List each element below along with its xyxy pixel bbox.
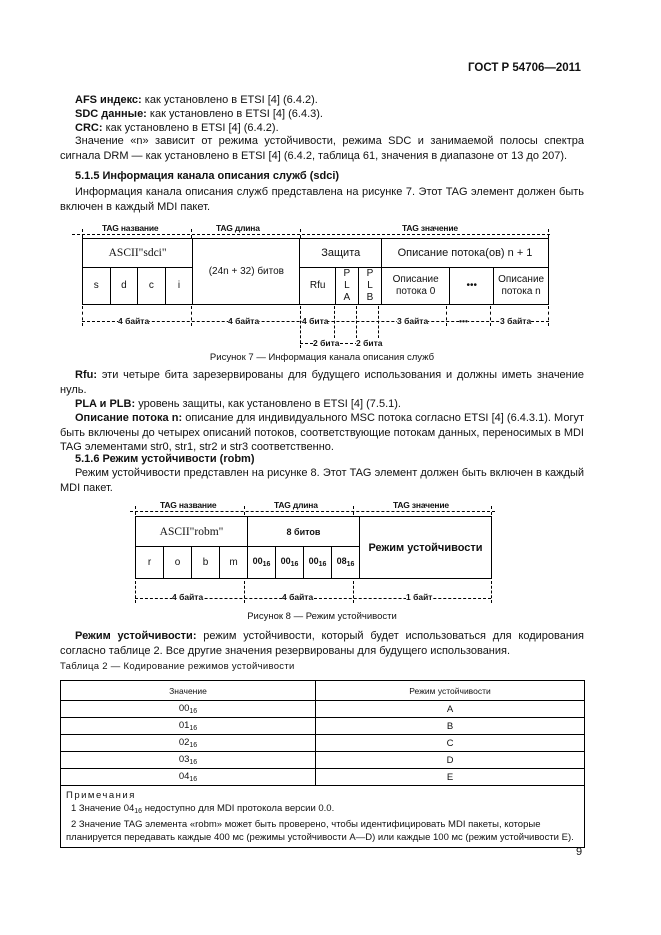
fig8-dim-name: 4 байта [172,592,204,602]
fig7-label-length: TAG длина [216,223,260,233]
table-row [61,735,585,752]
fig7-label-name: TAG название [102,223,159,233]
fig8-hex-1: $00_{16}$ [276,547,304,579]
fig8-label-length: TAG длина [274,500,318,510]
table2-value: $03_{16}$ [61,752,316,769]
table2 [60,680,585,848]
fig8-dim-value: 1 байт [406,592,433,602]
fig8-letter-m: m [220,547,248,579]
fig8-diagram [135,516,492,579]
fig7-dim-name: 4 байта [118,316,150,326]
fig8-hex-2: $00_{16}$ [304,547,332,579]
section-intro-515: Информация канала описания служб представлена на рисунке 7. Этот TAG элемент должен быть включен в каждый MDI пакет. [60,186,584,213]
fig8-letter-o: o [164,547,192,579]
fig7-dim-rfu: 4 бита [302,316,329,326]
table-row [61,701,585,718]
fig7-desc-header: Описание потока(ов) n + 1 [382,239,549,268]
fig7-ellipsis: ••• [450,268,494,305]
def-stream-desc: Описание потока n: описание для индивидуального MSC потока согласно ETSI [4] (6.4.3.1). Могут быть включены до четырех описаний потоков, соответствующие потокам данных, переносимых в MDI TAG элементами str0, str1, str2 и str3 соответственно. [60,412,585,453]
fig7-length: (24n + 32) битов [193,239,300,305]
fig7-descn: Описание потока n [494,268,549,305]
table2-value: $04_{16}$ [61,769,316,786]
note-1: 1 Значение $04_{16}$ недоступно для MDI протокола версии 0.0. [71,803,335,815]
section-heading-516: 5.1.6 Режим устойчивости (robm) [75,453,255,465]
fig8-dim-length: 4 байта [282,592,314,602]
fig8-hex-3: $08_{16}$ [332,547,360,579]
param-crc: CRC: как установлено в ETSI [4] (6.4.2). [75,122,279,134]
fig8-letter-r: r [136,547,164,579]
fig7-caption: Рисунок 7 — Информация канала описания служб [209,352,435,363]
document-id: ГОСТ Р 54706—2011 [468,62,581,74]
fig8-ascii: ASCII"robm" [136,517,248,547]
table2-header-mode: Режим устойчивости [316,681,585,701]
fig7-ascii: ASCII"sdci" [83,239,193,268]
fig7-letter-i: i [165,268,193,305]
fig7-dim-desc0: 3 байта [397,316,429,326]
section-intro-516: Режим устойчивости представлен на рисунке 8. Этот TAG элемент должен быть включен в каждый MDI пакет. [60,467,584,494]
param-sdc: SDC данные: как установлено в ETSI [4] (6.4.3). [75,108,323,120]
fig7-letter-d: d [110,268,138,305]
table2-mode: B [316,718,585,735]
table-row [61,769,585,786]
fig7-label-value: TAG значение [402,223,458,233]
fig8-label-value: TAG значение [393,500,449,510]
table-row [61,718,585,735]
table2-header-value: Значение [61,681,316,701]
fig7-dim-descn: 3 байта [500,316,532,326]
fig7-protection: Защита [300,239,382,268]
fig7-dim-ellipsis: ••• [459,316,468,326]
fig8-letter-b: b [192,547,220,579]
table2-value: $02_{16}$ [61,735,316,752]
fig8-caption: Рисунок 8 — Режим устойчивости [247,611,397,622]
fig8-length: 8 битов [248,517,360,547]
note-2: 2 Значение TAG элемента «robm» может быть проверено, чтобы идентифицировать MDI пакеты, которые планируется передавать каждые 400 мс (режимы устойчивости A—D) или каждые 100 мс (режим устойчивости E). [66,819,574,843]
notes-title: Примечания [66,790,136,801]
fig7-plb: P L B [358,268,381,305]
def-robustness: Режим устойчивости: режим устойчивости, который будет использоваться для кодирования согласно таблице 2. Все другие значения резервированы для будущего использования. [60,630,585,657]
fig8-hex-0: $00_{16}$ [248,547,276,579]
fig7-pla: P L A [335,268,358,305]
table2-value: $00_{16}$ [61,701,316,718]
fig7-letter-s: s [83,268,111,305]
fig8-label-name: TAG название [160,500,217,510]
fig7-dim-pla: 2 бита [313,338,340,348]
table2-notes [61,786,585,848]
fig7-dim-plb: 2 бита [356,338,383,348]
fig7-rfu: Rfu [300,268,335,305]
table2-mode: D [316,752,585,769]
page-number: 9 [576,846,583,858]
def-pla-plb: PLA и PLB: уровень защиты, как установлено в ETSI [4] (7.5.1). [75,398,401,410]
fig7-desc0: Описание потока 0 [382,268,450,305]
table2-mode: C [316,735,585,752]
table-row [61,752,585,769]
def-rfu: Rfu: эти четыре бита зарезервированы для будущего использования и должны иметь значение нуль. [60,369,584,396]
table2-title: Таблица 2 — Кодирование режимов устойчивости [60,661,295,672]
fig7-letter-c: c [138,268,166,305]
param-afs: AFS индекс: как установлено в ETSI [4] (6.4.2). [75,94,318,106]
fig8-value: Режим устойчивости [360,517,492,579]
table2-mode: E [316,769,585,786]
table2-value: $01_{16}$ [61,718,316,735]
fig7-diagram [82,238,549,305]
fig7-dim-length: 4 байта [228,316,260,326]
section-heading-515: 5.1.5 Информация канала описания служб (sdci) [75,170,340,182]
value-n-paragraph: Значение «n» зависит от режима устойчивости, режима SDC и занимаемой полосы спектра сигнала DRM — как установлено в ETSI [4] (6.4.2, таблица 61, значения в диапазоне от 13 до 207). [60,135,584,162]
table2-mode: A [316,701,585,718]
